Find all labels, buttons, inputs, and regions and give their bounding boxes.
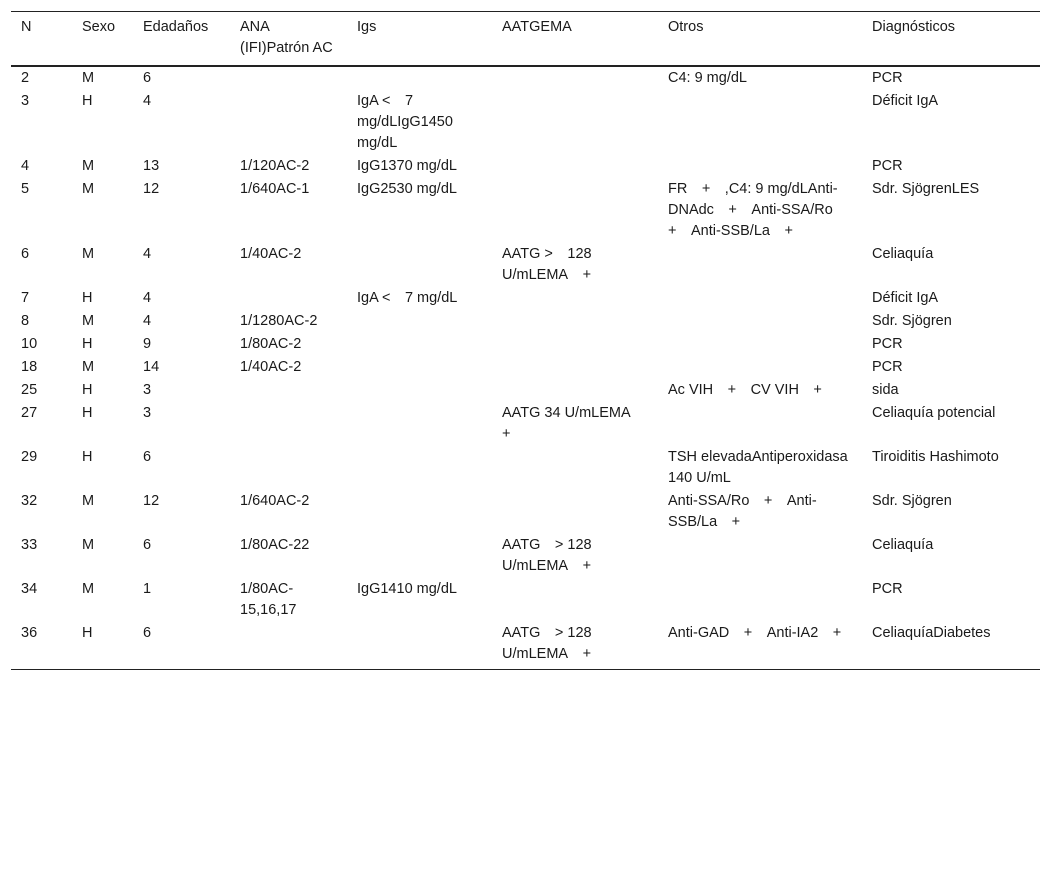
cell-otros [658, 578, 862, 622]
cell-aatgema: AATG > 128 U/mLEMA + [502, 625, 596, 662]
cell-n: 7 [21, 290, 30, 306]
cell-otros [658, 333, 862, 356]
cell-n: 36 [21, 625, 38, 641]
cell-n: 29 [21, 449, 38, 465]
cell-aatgema [492, 155, 658, 178]
cell-igs [347, 402, 492, 446]
cell-aatgema [492, 178, 658, 243]
header-igs: Igs [357, 19, 377, 35]
cell-diagnosticos: Celiaquía potencial [872, 405, 996, 421]
table-row [11, 243, 1040, 287]
cell-edad: 6 [143, 70, 152, 86]
cell-ana: 1/1280AC-2 [240, 313, 318, 329]
cell-diagnosticos: Sdr. SjögrenLES [872, 181, 980, 197]
cell-diagnosticos: PCR [872, 581, 903, 597]
cell-n: 6 [21, 246, 30, 262]
cell-aatgema: AATG 34 U/mLEMA + [502, 405, 646, 442]
header-ana: ANA (IFI)Patrón AC [240, 19, 333, 56]
table-body [11, 66, 1040, 670]
cell-edad: 4 [143, 246, 152, 262]
cell-n: 18 [21, 359, 38, 375]
cell-sexo: H [82, 93, 93, 109]
cell-ana [230, 446, 347, 490]
cell-ana: 1/640AC-1 [240, 181, 310, 197]
cell-edad: 14 [143, 359, 160, 375]
cell-n: 33 [21, 537, 38, 553]
cell-ana [230, 622, 347, 670]
cell-otros [658, 356, 862, 379]
cell-aatgema: AATG > 128 U/mLEMA + [502, 246, 596, 283]
table-row [11, 446, 1040, 490]
cell-diagnosticos: CeliaquíaDiabetes [872, 625, 991, 641]
cell-sexo: H [82, 449, 93, 465]
cell-edad: 12 [143, 181, 160, 197]
table-row [11, 90, 1040, 155]
cell-diagnosticos: Déficit IgA [872, 290, 939, 306]
cell-igs [347, 356, 492, 379]
cell-aatgema [492, 333, 658, 356]
cell-sexo: H [82, 336, 93, 352]
cell-edad: 3 [143, 382, 152, 398]
cell-n: 25 [21, 382, 38, 398]
cell-ana: 1/80AC-15,16,17 [240, 581, 297, 618]
cell-otros [658, 90, 862, 155]
cell-edad: 1 [143, 581, 152, 597]
table-row [11, 155, 1040, 178]
cell-otros [658, 310, 862, 333]
cell-edad: 4 [143, 313, 152, 329]
cell-otros: Ac VIH + CV VIH + [668, 382, 822, 398]
table-row [11, 578, 1040, 622]
cell-otros: Anti-SSA/Ro + Anti-SSB/La + [668, 493, 817, 530]
cell-edad: 13 [143, 158, 160, 174]
cell-n: 27 [21, 405, 38, 421]
cell-diagnosticos: Celiaquía [872, 537, 934, 553]
cell-igs [347, 243, 492, 287]
cell-ana: 1/120AC-2 [240, 158, 310, 174]
cell-diagnosticos: Sdr. Sjögren [872, 313, 952, 329]
table-row [11, 356, 1040, 379]
cell-aatgema [492, 287, 658, 310]
header-edad: Edadaños [143, 19, 209, 35]
cell-igs: IgA < 7 mg/dLIgG1450 mg/dL [357, 93, 457, 151]
cell-ana: 1/80AC-2 [240, 336, 302, 352]
cell-igs: IgG1370 mg/dL [357, 158, 457, 174]
header-otros: Otros [668, 19, 704, 35]
cell-edad: 6 [143, 449, 152, 465]
cell-sexo: M [82, 581, 95, 597]
cell-sexo: H [82, 382, 93, 398]
cell-n: 5 [21, 181, 30, 197]
cell-aatgema [492, 310, 658, 333]
cell-igs [347, 534, 492, 578]
cell-otros: C4: 9 mg/dL [668, 70, 747, 86]
cell-igs [347, 333, 492, 356]
cell-sexo: H [82, 625, 93, 641]
table-row [11, 310, 1040, 333]
table-row [11, 333, 1040, 356]
cell-n: 3 [21, 93, 30, 109]
cell-edad: 12 [143, 493, 160, 509]
cell-igs: IgA < 7 mg/dL [357, 290, 458, 306]
table-row [11, 490, 1040, 534]
cell-sexo: M [82, 181, 95, 197]
table-row [11, 622, 1040, 670]
cell-igs [347, 490, 492, 534]
cell-sexo: M [82, 70, 95, 86]
header-row [11, 12, 1040, 67]
cell-sexo: M [82, 246, 95, 262]
cell-diagnosticos: Déficit IgA [872, 93, 939, 109]
cell-aatgema [492, 90, 658, 155]
cell-aatgema [492, 490, 658, 534]
cell-otros [658, 287, 862, 310]
cell-n: 32 [21, 493, 38, 509]
cell-otros: TSH elevadaAntiperoxidasa 140 U/mL [668, 449, 852, 486]
cell-aatgema: AATG > 128 U/mLEMA + [502, 537, 596, 574]
cell-igs [347, 66, 492, 90]
cell-edad: 9 [143, 336, 152, 352]
cell-ana [230, 402, 347, 446]
cell-n: 10 [21, 336, 38, 352]
cell-otros [658, 243, 862, 287]
cell-edad: 6 [143, 625, 152, 641]
cell-aatgema [492, 356, 658, 379]
cell-diagnosticos: PCR [872, 158, 903, 174]
cell-edad: 4 [143, 290, 152, 306]
cell-sexo: M [82, 359, 95, 375]
cell-diagnosticos: sida [872, 382, 899, 398]
cell-diagnosticos: PCR [872, 359, 903, 375]
cell-otros: FR + ,C4: 9 mg/dLAnti-DNAdc + Anti-SSA/Ro + Anti-SSB/La + [668, 181, 848, 239]
header-n: N [21, 19, 32, 35]
table-row [11, 534, 1040, 578]
cell-diagnosticos: PCR [872, 70, 903, 86]
cell-n: 8 [21, 313, 30, 329]
cell-n: 34 [21, 581, 38, 597]
cell-n: 2 [21, 70, 30, 86]
patients-table [11, 11, 1040, 670]
cell-ana: 1/640AC-2 [240, 493, 310, 509]
cell-ana: 1/80AC-22 [240, 537, 310, 553]
cell-edad: 3 [143, 405, 152, 421]
cell-igs: IgG2530 mg/dL [357, 181, 457, 197]
table-header [11, 12, 1040, 67]
cell-ana: 1/40AC-2 [240, 359, 302, 375]
cell-otros [658, 155, 862, 178]
cell-diagnosticos: Tiroiditis Hashimoto [872, 449, 999, 465]
table-row [11, 287, 1040, 310]
cell-ana [230, 287, 347, 310]
cell-ana [230, 379, 347, 402]
cell-aatgema [492, 446, 658, 490]
header-sexo: Sexo [82, 19, 116, 35]
cell-otros [658, 402, 862, 446]
cell-ana: 1/40AC-2 [240, 246, 302, 262]
cell-edad: 4 [143, 93, 152, 109]
cell-sexo: M [82, 158, 95, 174]
table-row [11, 379, 1040, 402]
cell-sexo: M [82, 493, 95, 509]
cell-aatgema [492, 379, 658, 402]
cell-diagnosticos: Celiaquía [872, 246, 934, 262]
cell-n: 4 [21, 158, 30, 174]
cell-sexo: M [82, 537, 95, 553]
cell-igs [347, 622, 492, 670]
table-row [11, 178, 1040, 243]
cell-igs [347, 446, 492, 490]
cell-igs [347, 310, 492, 333]
cell-otros: Anti-GAD + Anti-IA2 + [668, 625, 842, 641]
table-row [11, 402, 1040, 446]
cell-ana [230, 90, 347, 155]
cell-igs: IgG1410 mg/dL [357, 581, 457, 597]
cell-sexo: M [82, 313, 95, 329]
cell-sexo: H [82, 290, 93, 306]
cell-edad: 6 [143, 537, 152, 553]
header-diagnosticos: Diagnósticos [872, 19, 956, 35]
cell-igs [347, 379, 492, 402]
cell-aatgema [492, 578, 658, 622]
header-aatgema: AATGEMA [502, 19, 572, 35]
table-row [11, 66, 1040, 90]
cell-otros [658, 534, 862, 578]
cell-diagnosticos: PCR [872, 336, 903, 352]
cell-sexo: H [82, 405, 93, 421]
cell-diagnosticos: Sdr. Sjögren [872, 493, 952, 509]
cell-ana [230, 66, 347, 90]
cell-aatgema [492, 66, 658, 90]
